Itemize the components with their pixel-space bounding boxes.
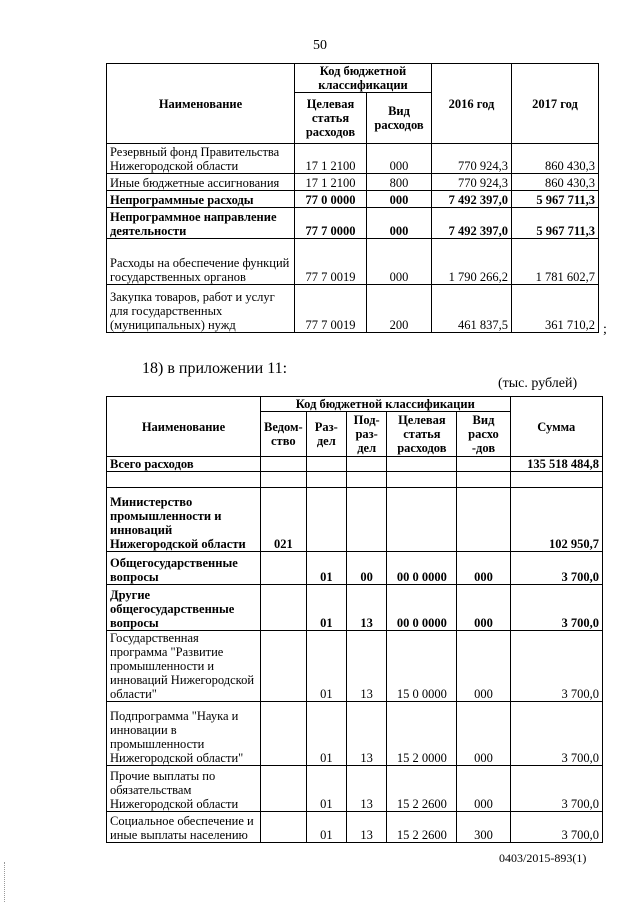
- row-subsection: 13: [346, 812, 386, 843]
- empty-cell: [457, 472, 510, 488]
- row-name: Министерство промышленности и инноваций Нижегородской области: [107, 488, 261, 552]
- header-name: Наименование: [107, 397, 261, 457]
- row-name: Расходы на обеспечение функций государственных органов: [107, 239, 295, 285]
- row-sum: 102 950,7: [510, 488, 602, 552]
- header-target: Целевая статья расходов: [295, 93, 367, 144]
- row-name: Государственная программа "Развитие промышленности и инноваций Нижегородской области": [107, 631, 261, 702]
- row-dept: [260, 702, 306, 766]
- row-name: Другие общегосударственные вопросы: [107, 585, 261, 631]
- header-subsection: Под-раз-дел: [346, 412, 386, 457]
- row-kind: 800: [367, 174, 432, 191]
- row-dept: [260, 585, 306, 631]
- row-name: Иные бюджетные ассигнования: [107, 174, 295, 191]
- header-code-group: Код бюджетной классификации: [295, 64, 432, 93]
- budget-table-top: [106, 63, 599, 333]
- total-row: [107, 457, 603, 472]
- row-section: 01: [306, 585, 346, 631]
- row-kind: 000: [457, 631, 510, 702]
- row-kind: [457, 488, 510, 552]
- row-kind: 000: [457, 702, 510, 766]
- row-section: 01: [306, 631, 346, 702]
- budget-table-appendix-11: [106, 396, 603, 843]
- row-2016: 1 790 266,2: [432, 239, 512, 285]
- row-kind: 200: [367, 285, 432, 333]
- units-label: (тыс. рублей): [498, 376, 578, 391]
- page-number: 50: [313, 38, 327, 53]
- empty-cell: [387, 472, 457, 488]
- row-subsection: 13: [346, 585, 386, 631]
- row-target: 15 0 0000: [387, 631, 457, 702]
- table-row: [107, 702, 603, 766]
- row-subsection: 13: [346, 631, 386, 702]
- header-target: Целевая статья расходов: [387, 412, 457, 457]
- row-name: Прочие выплаты по обязательствам Нижегородской области: [107, 766, 261, 812]
- header-code-group: Код бюджетной классификации: [260, 397, 510, 412]
- row-2016: 461 837,5: [432, 285, 512, 333]
- header-dept: Ведом-ство: [260, 412, 306, 457]
- empty-cell: [260, 472, 306, 488]
- row-sum: 3 700,0: [510, 552, 602, 585]
- table-row: [107, 488, 603, 552]
- row-2017: 1 781 602,7: [512, 239, 599, 285]
- row-sum: 3 700,0: [510, 585, 602, 631]
- header-section: Раз-дел: [306, 412, 346, 457]
- row-subsection: 13: [346, 766, 386, 812]
- row-target: 17 1 2100: [295, 144, 367, 174]
- row-name: Социальное обеспечение и иные выплаты населению: [107, 812, 261, 843]
- row-dept: 021: [260, 488, 306, 552]
- row-sum: 3 700,0: [510, 702, 602, 766]
- row-kind: 000: [457, 552, 510, 585]
- empty-cell: [387, 457, 457, 472]
- row-subsection: 13: [346, 702, 386, 766]
- header-name: Наименование: [107, 64, 295, 144]
- row-subsection: [346, 488, 386, 552]
- row-target: [387, 488, 457, 552]
- row-kind: 000: [367, 239, 432, 285]
- row-target: 15 2 0000: [387, 702, 457, 766]
- row-2017: 860 430,3: [512, 144, 599, 174]
- row-2017: 5 967 711,3: [512, 208, 599, 239]
- row-section: 01: [306, 766, 346, 812]
- row-section: 01: [306, 812, 346, 843]
- row-name: Непрограммные расходы: [107, 191, 295, 208]
- header-2017: 2017 год: [512, 64, 599, 144]
- row-kind: 000: [367, 144, 432, 174]
- row-name: Непрограммное направление деятельности: [107, 208, 295, 239]
- paragraph-heading: 18) в приложении 11:: [142, 360, 288, 377]
- table-row: [107, 208, 599, 239]
- empty-cell: [306, 457, 346, 472]
- row-target: 77 7 0019: [295, 285, 367, 333]
- row-target: 00 0 0000: [387, 552, 457, 585]
- row-name: Общегосударственные вопросы: [107, 552, 261, 585]
- row-name: Резервный фонд Правительства Нижегородской области: [107, 144, 295, 174]
- table-row: [107, 585, 603, 631]
- table-row: [107, 174, 599, 191]
- empty-cell: [346, 457, 386, 472]
- row-2016: 7 492 397,0: [432, 208, 512, 239]
- trailing-semicolon: ;: [603, 322, 607, 337]
- header-kind: Вид расхо -дов: [457, 412, 510, 457]
- total-name: Всего расходов: [107, 457, 261, 472]
- table-row: [107, 812, 603, 843]
- table-row: [107, 239, 599, 285]
- spacer-row: [107, 472, 603, 488]
- row-section: 01: [306, 552, 346, 585]
- total-sum: 135 518 484,8: [510, 457, 602, 472]
- table-row: [107, 285, 599, 333]
- row-section: 01: [306, 702, 346, 766]
- row-target: 15 2 2600: [387, 812, 457, 843]
- table-row: [107, 191, 599, 208]
- row-kind: 000: [367, 208, 432, 239]
- row-kind: 000: [457, 766, 510, 812]
- row-2016: 7 492 397,0: [432, 191, 512, 208]
- row-dept: [260, 631, 306, 702]
- row-2016: 770 924,3: [432, 144, 512, 174]
- table-row: [107, 766, 603, 812]
- row-sum: 3 700,0: [510, 766, 602, 812]
- header-sum: Сумма: [510, 397, 602, 457]
- header-2016: 2016 год: [432, 64, 512, 144]
- row-target: 00 0 0000: [387, 585, 457, 631]
- header-kind: Вид расходов: [367, 93, 432, 144]
- row-name: Закупка товаров, работ и услуг для государственных (муниципальных) нужд: [107, 285, 295, 333]
- margin-mark: [4, 862, 7, 902]
- row-kind: 000: [457, 585, 510, 631]
- table-row: [107, 144, 599, 174]
- row-dept: [260, 812, 306, 843]
- row-sum: 3 700,0: [510, 812, 602, 843]
- empty-cell: [260, 457, 306, 472]
- empty-cell: [457, 457, 510, 472]
- row-sum: 3 700,0: [510, 631, 602, 702]
- row-kind: 300: [457, 812, 510, 843]
- row-subsection: 00: [346, 552, 386, 585]
- row-kind: 000: [367, 191, 432, 208]
- row-2017: 860 430,3: [512, 174, 599, 191]
- row-dept: [260, 766, 306, 812]
- row-2016: 770 924,3: [432, 174, 512, 191]
- empty-cell: [346, 472, 386, 488]
- row-2017: 5 967 711,3: [512, 191, 599, 208]
- empty-cell: [306, 472, 346, 488]
- empty-cell: [510, 472, 602, 488]
- row-target: 15 2 2600: [387, 766, 457, 812]
- row-name: Подпрограмма "Наука и инновации в промышленности Нижегородской области": [107, 702, 261, 766]
- document-code: 0403/2015-893(1): [499, 851, 587, 865]
- table-row: [107, 631, 603, 702]
- row-section: [306, 488, 346, 552]
- table-row: [107, 552, 603, 585]
- row-target: 77 0 0000: [295, 191, 367, 208]
- empty-cell: [107, 472, 261, 488]
- row-dept: [260, 552, 306, 585]
- row-target: 77 7 0000: [295, 208, 367, 239]
- row-2017: 361 710,2: [512, 285, 599, 333]
- row-target: 77 7 0019: [295, 239, 367, 285]
- row-target: 17 1 2100: [295, 174, 367, 191]
